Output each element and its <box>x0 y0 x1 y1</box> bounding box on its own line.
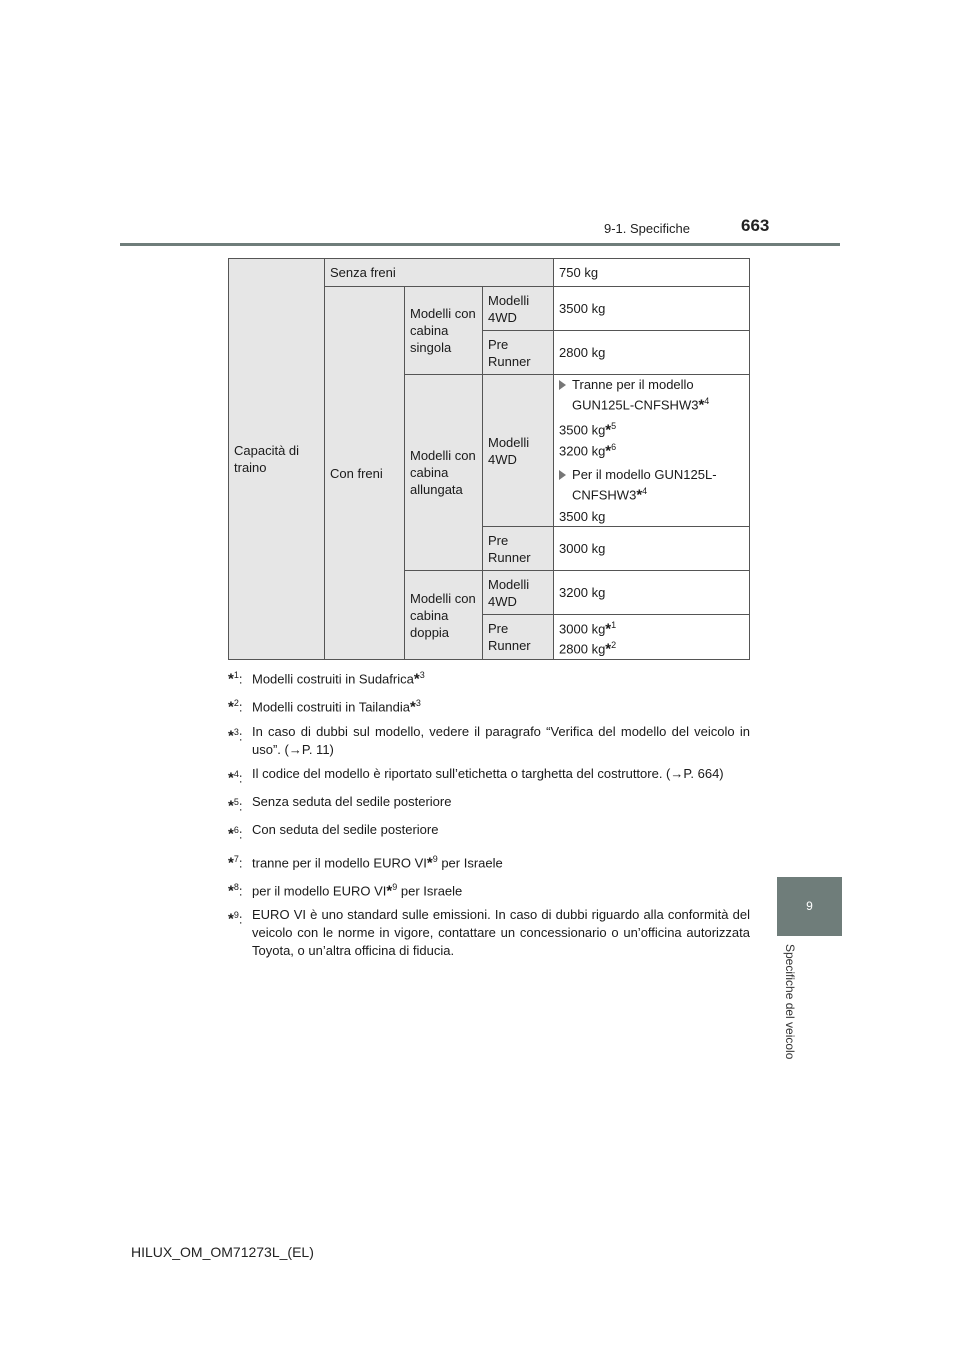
footnote-7 <box>228 850 750 872</box>
footnote-text: per il modello EURO VI*$^9$ per Israele <box>252 881 463 900</box>
double-cab-prerunner-label: Pre Runner <box>483 615 554 660</box>
footnote-mark: *$^6$: <box>228 825 243 843</box>
triangle-bullet-icon <box>559 470 566 480</box>
value-line <box>559 617 744 637</box>
value-text: 2800 kg <box>559 641 606 657</box>
value-line <box>559 418 744 438</box>
double-cab-prerunner-value <box>554 615 750 660</box>
page-number: 663 <box>741 216 770 235</box>
single-cab-label: Modelli con cabina singola <box>405 287 483 375</box>
footnote-2 <box>228 694 750 716</box>
extended-cab-prerunner-value: 3000 kg <box>554 527 750 571</box>
document-code: HILUX_OM_OM71273L_(EL) <box>131 1244 314 1260</box>
extended-cab-4wd-value <box>554 375 750 527</box>
footnote-mark: *$^2$: <box>228 698 243 716</box>
double-cab-4wd-label: Modelli 4WD <box>483 571 554 615</box>
single-cab-prerunner-value: 2800 kg <box>554 331 750 375</box>
chapter-label-text: Specifiche del veicolo <box>783 944 797 1060</box>
footnote-9 <box>228 906 750 960</box>
with-brakes-label: Con freni <box>325 287 405 660</box>
footnote-text: Senza seduta del sedile posteriore <box>252 793 452 809</box>
footnote-star: * <box>605 620 612 637</box>
footnote-ref: 6 <box>611 441 617 452</box>
footnote-text: tranne per il modello EURO VI*$^9$ per Israele <box>252 853 503 871</box>
no-brakes-label: Senza freni <box>325 259 554 287</box>
footnote-ref: 4 <box>704 395 710 406</box>
footnote-text: Il codice del modello è riportato sull’etichetta o targhetta del costruttore. (→P. 664) <box>252 765 724 781</box>
value-text: 3500 kg <box>559 422 606 438</box>
triangle-bullet-icon <box>559 380 566 390</box>
header-divider <box>120 243 840 246</box>
except-model-item <box>559 376 744 413</box>
value-text: 3500 kg <box>559 509 606 525</box>
footnote-mark: *$^4$: <box>228 768 243 786</box>
for-model-text: Per il modello GUN125L-CNFSHW3 <box>572 466 717 503</box>
towing-capacity-table <box>228 258 750 660</box>
capacity-label-cell <box>229 259 325 660</box>
extended-cab-prerunner-label: Pre Runner <box>483 527 554 571</box>
footnote-ref: 2 <box>611 640 617 650</box>
footnote-star: * <box>605 640 612 658</box>
footnote-ref: 5 <box>611 421 617 432</box>
footnote-mark: *$^3$: <box>228 726 243 744</box>
value-line <box>559 508 744 525</box>
value-line <box>559 439 744 459</box>
footnote-star: * <box>636 486 643 504</box>
footnote-mark: *$^8$: <box>228 881 243 900</box>
footnote-ref: 1 <box>611 619 617 630</box>
single-cab-4wd-value: 3500 kg <box>554 287 750 331</box>
except-model-text: Tranne per il modello GUN125L-CNFSHW3 <box>572 376 699 413</box>
footnote-star: * <box>698 396 705 414</box>
single-cab-prerunner-label: Pre Runner <box>483 331 554 375</box>
capacity-label: Capacità di traino <box>234 443 300 475</box>
footnote-mark: *$^9$: <box>228 910 243 928</box>
footnote-star: * <box>605 421 612 439</box>
footnote-star: * <box>605 441 612 459</box>
footnote-text: In caso di dubbi sul modello, vedere il paragrafo “Verifica del modello del veicolo in uso”. (→P. 11) <box>252 723 750 757</box>
double-cab-4wd-value: 3200 kg <box>554 571 750 615</box>
value-text: 3000 kg <box>559 621 606 636</box>
footnote-text: Modelli costruiti in Sudafrica*$^3$ <box>252 670 425 688</box>
for-model-item <box>559 466 744 503</box>
section-title: 9-1. Specifiche <box>604 221 690 236</box>
footnote-mark: *$^5$: <box>228 796 243 815</box>
chapter-tab: 9 <box>777 877 842 936</box>
footnotes <box>228 666 750 966</box>
footnote-8 <box>228 878 750 900</box>
footnote-text: Modelli costruiti in Tailandia*$^3$ <box>252 698 421 716</box>
chapter-label <box>777 944 817 1074</box>
footnote-1 <box>228 666 750 688</box>
double-cab-label: Modelli con cabina doppia <box>405 571 483 660</box>
single-cab-4wd-label: Modelli 4WD <box>483 287 554 331</box>
footnote-6 <box>228 821 750 843</box>
footnote-mark: *$^7$: <box>228 853 243 871</box>
footnote-4 <box>228 765 750 787</box>
extended-cab-label: Modelli con cabina allungata <box>405 375 483 571</box>
footnote-5 <box>228 793 750 815</box>
value-line <box>559 637 744 657</box>
footnote-text: Con seduta del sedile posteriore <box>252 822 439 838</box>
footnote-ref: 4 <box>642 485 648 496</box>
footnote-text: EURO VI è uno standard sulle emissioni. In caso di dubbi riguardo alla conformità del veicolo con le norme in vigore, contattare un concessionario o un’officina autorizzata Toyota, o un’altra officina di fiducia. <box>252 907 750 959</box>
footnote-mark: *$^1$: <box>228 670 243 688</box>
footnote-3 <box>228 723 750 759</box>
no-brakes-value: 750 kg <box>554 259 750 287</box>
value-text: 3200 kg <box>559 442 606 458</box>
extended-cab-4wd-label: Modelli 4WD <box>483 375 554 527</box>
